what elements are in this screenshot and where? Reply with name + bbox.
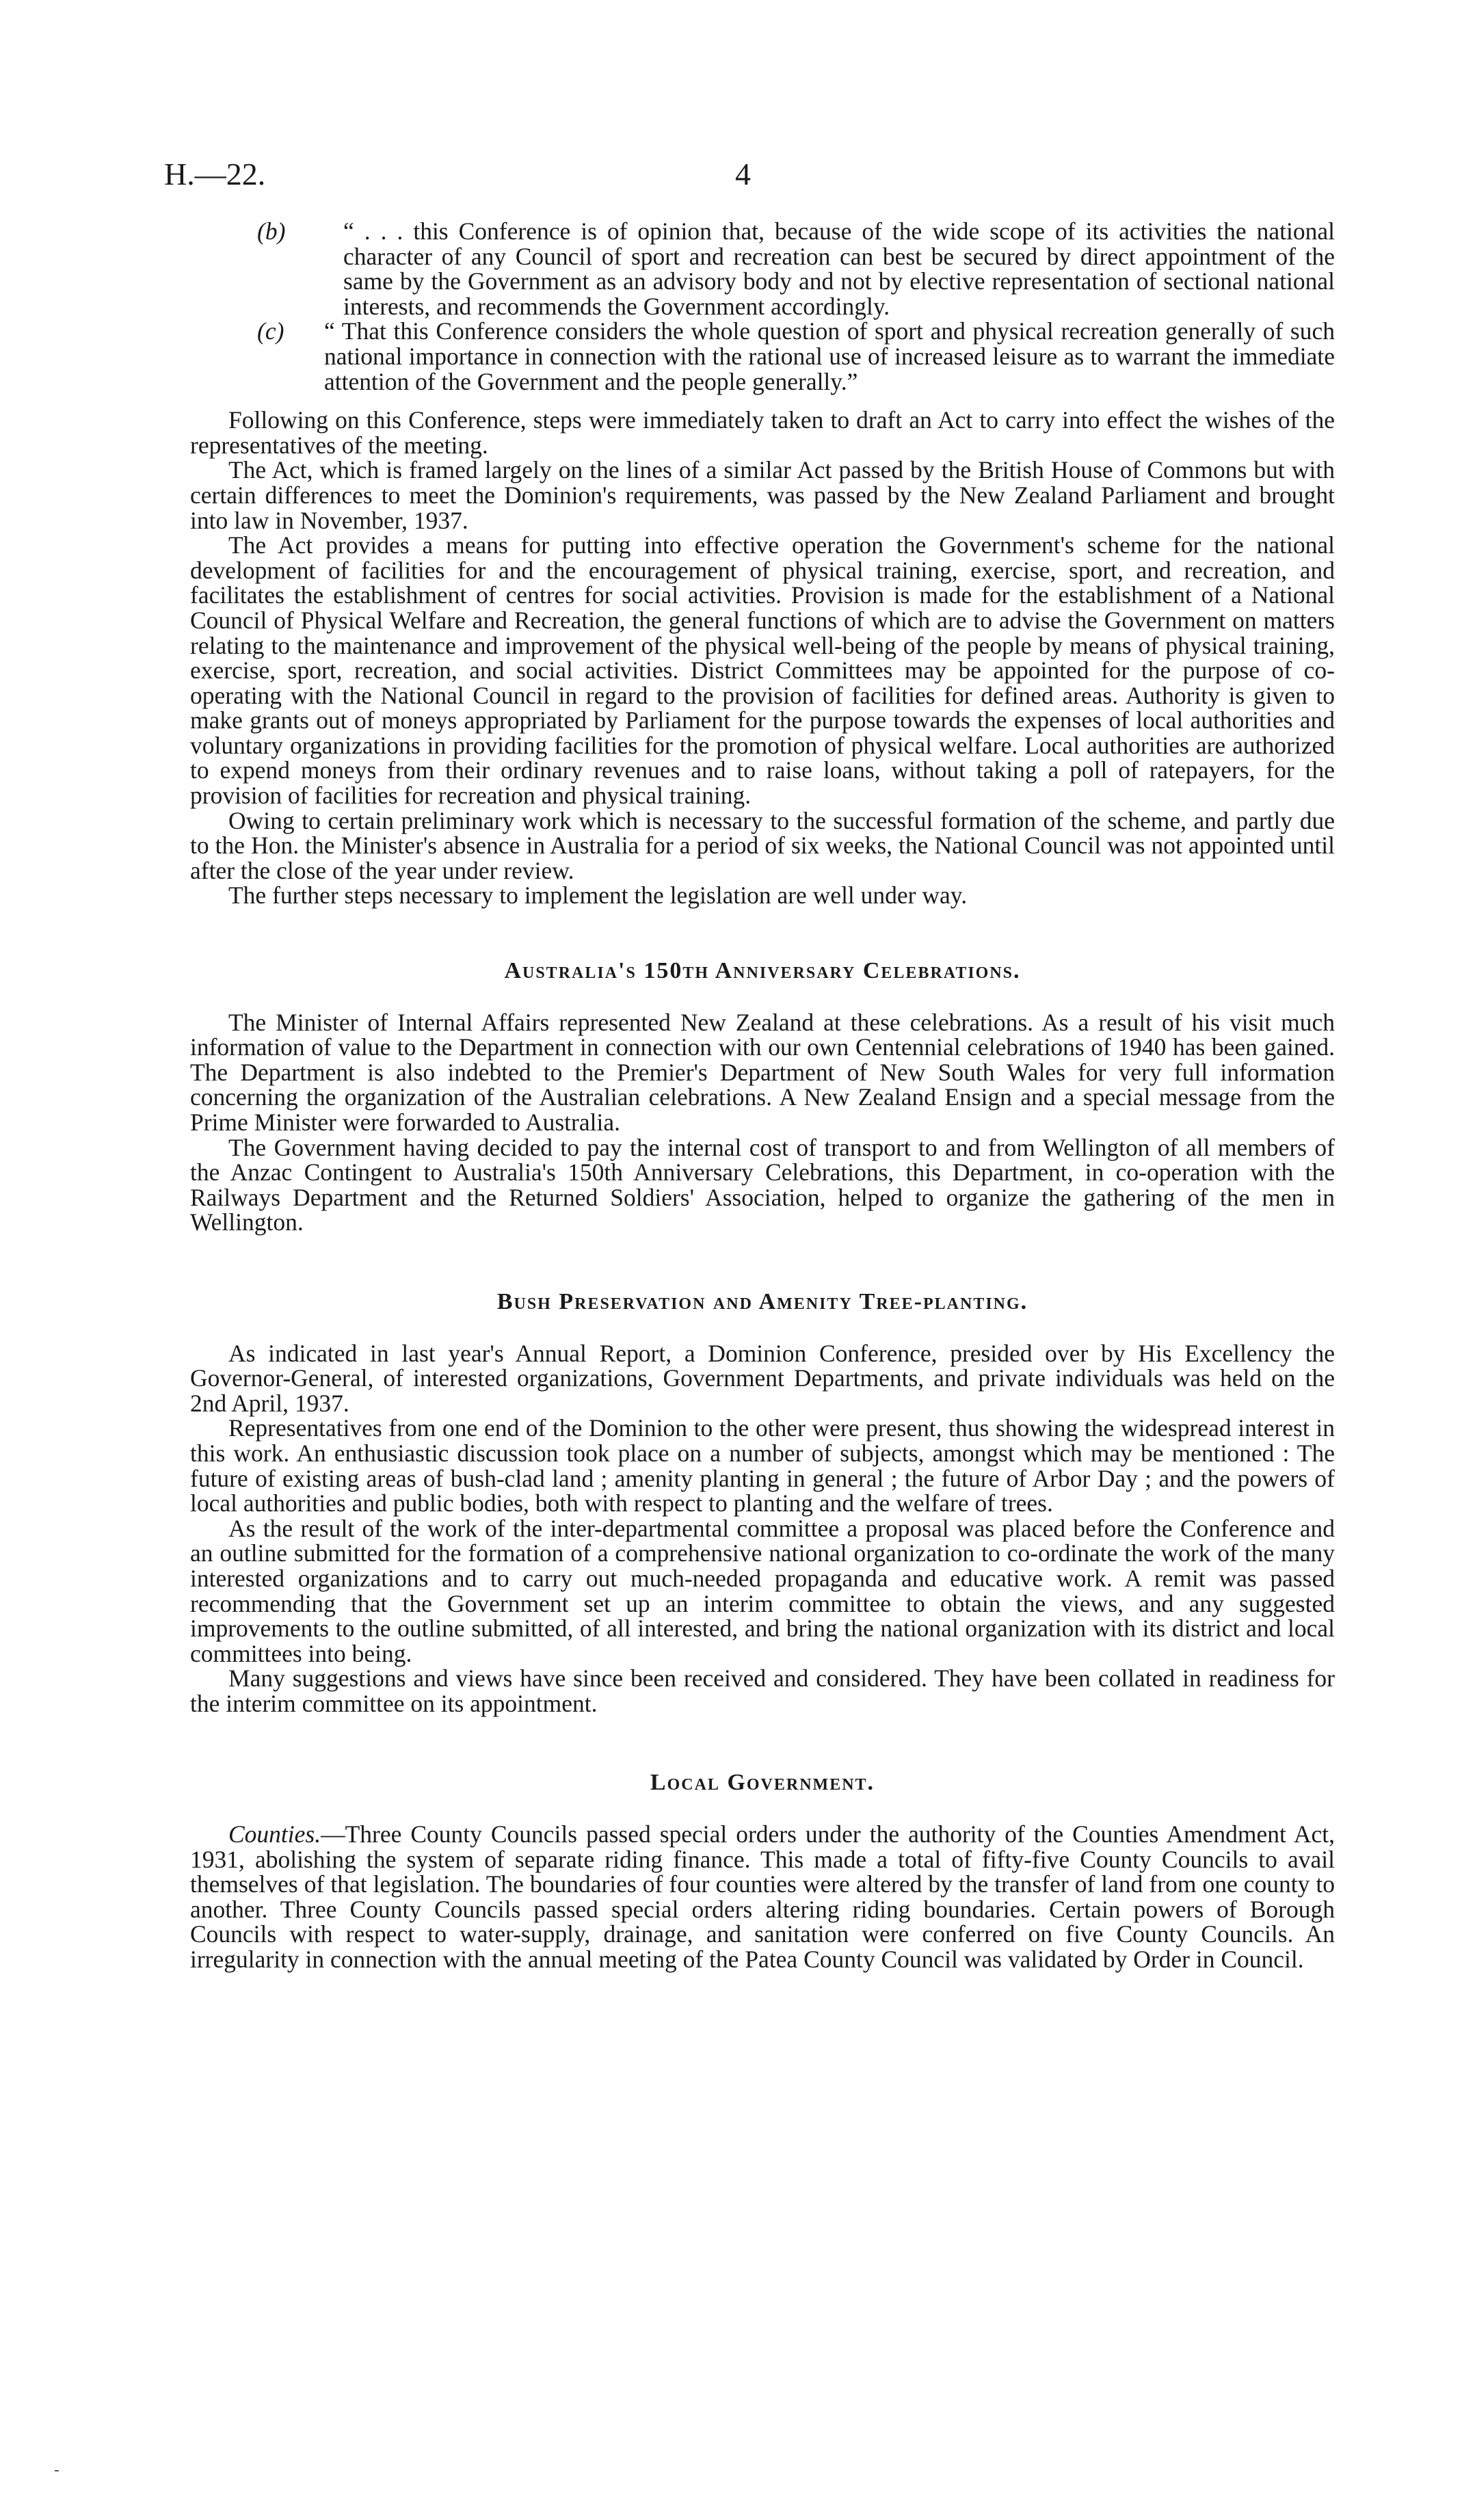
quote-text: “ That this Conference considers the whole question of sport and physical recreation generally of such national importance in connection with the rational use of increased leisure as to warrant the immediate attention of the Government and the people generally.” bbox=[324, 317, 1335, 395]
paragraph: The further steps necessary to implement the legislation are well under way. bbox=[228, 881, 968, 910]
paragraph: The Act provides a means for putting into effective operation the Government's scheme for the national development of facilities for and the encouragement of physical training, exercise, sport, and recreation, and facilitates the establishment of centres for social activities. Provision is made for the establishment of a National Council of Physical Welfare and Recreation, the general functions of which are to advise the Government on matters relating to the maintenance and improvement of the physical well-being of the people by means of physical training, exercise, sport, recreation, and social activities. District Committees may be appointed for the purpose of co-operating with the National Council in regard to the provision of facilities for defined areas. Authority is given to make grants out of moneys appropriated by Parliament for the purpose towards the expenses of local authorities and voluntary organizations in providing facilities for the promotion of physical welfare. Local authorities are authorized to expend moneys from their ordinary revenues and to raise loans, without taking a poll of ratepayers, for the provision of facilities for recreation and physical training. bbox=[190, 531, 1335, 810]
page-header bbox=[164, 156, 1298, 197]
page-number: 4 bbox=[735, 157, 751, 191]
paragraph: As indicated in last year's Annual Report, a Dominion Conference, presided over by His Excellency the Governor-General, of interested organizations, Government Departments, and private individuals was held on the 2nd April, 1937. bbox=[190, 1339, 1335, 1417]
section-heading: Australia's 150th Anniversary Celebrations. bbox=[504, 958, 1021, 984]
page-body bbox=[190, 219, 1335, 1972]
margin-mark bbox=[55, 2470, 59, 2471]
paragraph bbox=[190, 1822, 1335, 1972]
section-heading: Bush Preservation and Amenity Tree-planting. bbox=[496, 1288, 1028, 1314]
quote-label: (c) bbox=[257, 317, 284, 345]
paragraph: Many suggestions and views have since been received and considered. They have been collated in readiness for the interim committee on its appointment. bbox=[190, 1664, 1335, 1717]
quote-item bbox=[190, 219, 1335, 319]
paragraph: The Government having decided to pay the internal cost of transport to and from Wellington of all members of the Anzac Contingent to Australia's 150th Anniversary Celebrations, this Department, in co-operation with the Railways Department and the Returned Soldiers' Association, helped to organize the gathering of the men in Wellington. bbox=[190, 1133, 1335, 1236]
quote-text: “ . . . this Conference is of opinion that, because of the wide scope of its activities the national character of any Council of sport and recreation can best be secured by direct appointment of the same by the Government as an advisory body and not by elective representation of sectional national interests, and recommends the Government accordingly. bbox=[343, 217, 1335, 320]
document-reference: H.—22. bbox=[164, 157, 266, 191]
paragraph: The Minister of Internal Affairs represented New Zealand at these celebrations. As a result of his visit much information of value to the Department in connection with our own Centennial celebrations of 1940 has been gained. The Department is also indebted to the Premier's Department of New South Wales for very full information concerning the organization of the Australian celebrations. A New Zealand Ensign and a special message from the Prime Minister were forwarded to Australia. bbox=[190, 1008, 1335, 1136]
paragraph-body: —Three County Councils passed special orders under the authority of the Counties Amendment Act, 1931, abolishing the system of separate riding finance. This made a total of fifty-five County Councils to avail themselves of that legislation. The boundaries of four counties were altered by the transfer of land from one county to another. Three County Councils passed special orders altering riding boundaries. Certain powers of Borough Councils with respect to water-supply, drainage, and sanitation were conferred on five County Councils. An irregularity in connection with the annual meeting of the Patea County Council was validated by Order in Council. bbox=[190, 1820, 1335, 1974]
paragraph: Representatives from one end of the Dominion to the other were present, thus showing the widespread interest in this work. An enthusiastic discussion took place on a number of subjects, amongst which may be mentioned : The future of existing areas of bush-clad land ; amenity planting in general ; the future of Arbor Day ; and the powers of local authorities and public bodies, both with respect to planting and the welfare of trees. bbox=[190, 1414, 1335, 1517]
paragraph: As the result of the work of the inter-departmental committee a proposal was placed before the Conference and an outline submitted for the formation of a comprehensive national organization to co-ordinate the work of the many interested organizations and to carry out much-needed propaganda and educative work. A remit was passed recommending that the Government set up an interim committee to obtain the views, and any suggested improvements to the outline submitted, of all interested, and bring the national organization with its district and local committees into being. bbox=[190, 1514, 1335, 1667]
quote-label: (b) bbox=[257, 217, 286, 245]
paragraph: The Act, which is framed largely on the lines of a similar Act passed by the British House of Commons but with certain differences to meet the Dominion's requirements, was passed by the New Zealand Parliament and brought into law in November, 1937. bbox=[190, 456, 1335, 534]
quote-item bbox=[190, 319, 1335, 394]
paragraph: Owing to certain preliminary work which is necessary to the successful formation of the scheme, and partly due to the Hon. the Minister's absence in Australia for a period of six weeks, the National Council was not appointed until after the close of the year under review. bbox=[190, 806, 1335, 884]
section-heading: Local Government. bbox=[650, 1770, 875, 1796]
paragraph-lead: Counties. bbox=[228, 1820, 321, 1848]
paragraph: Following on this Conference, steps were immediately taken to draft an Act to carry into effect the wishes of the representatives of the meeting. bbox=[190, 406, 1335, 459]
